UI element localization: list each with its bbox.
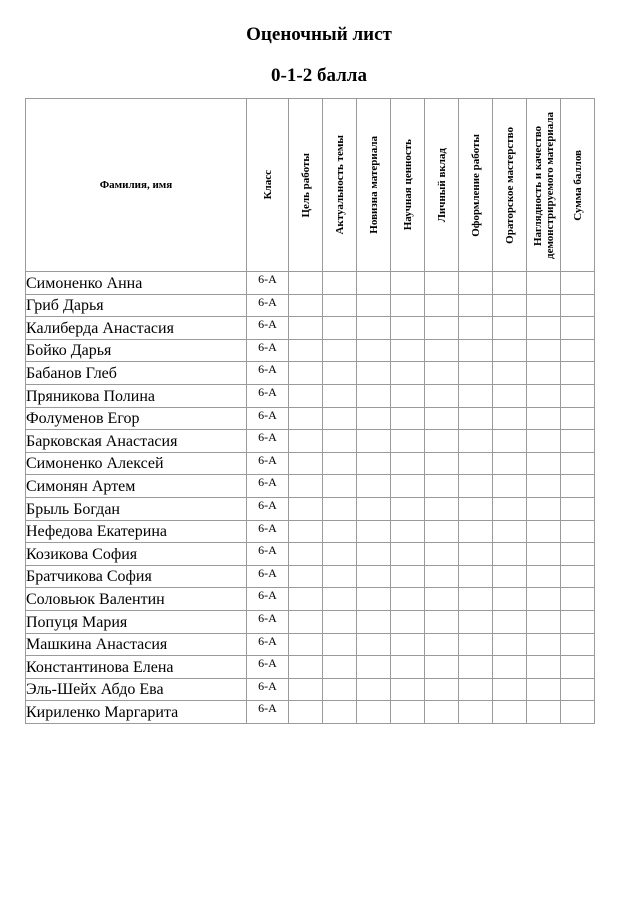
score-cell[interactable] bbox=[425, 475, 459, 498]
student-name: Симоненко Алексей bbox=[26, 452, 247, 475]
score-cell[interactable] bbox=[357, 497, 391, 520]
score-cell[interactable] bbox=[289, 294, 323, 317]
student-class: 6-А bbox=[247, 407, 289, 430]
criterion-column-header bbox=[289, 99, 323, 272]
score-cell[interactable] bbox=[493, 656, 527, 679]
score-cell[interactable] bbox=[459, 339, 493, 362]
score-cell[interactable] bbox=[391, 656, 425, 679]
score-cell[interactable] bbox=[323, 407, 357, 430]
score-cell[interactable] bbox=[289, 430, 323, 453]
table-row bbox=[26, 701, 630, 724]
score-cell[interactable] bbox=[527, 678, 561, 701]
score-cell[interactable] bbox=[357, 339, 391, 362]
score-cell[interactable] bbox=[323, 339, 357, 362]
table-row bbox=[26, 610, 630, 633]
page-subtitle: 0-1-2 балла bbox=[271, 65, 367, 86]
student-name: Эль-Шейх Абдо Ева bbox=[26, 678, 247, 701]
student-name: Калиберда Анастасия bbox=[26, 317, 247, 340]
evaluation-table bbox=[25, 98, 630, 724]
score-cell[interactable] bbox=[459, 656, 493, 679]
student-name: Бойко Дарья bbox=[26, 339, 247, 362]
score-cell[interactable] bbox=[391, 543, 425, 566]
criterion-column-header bbox=[323, 99, 357, 272]
score-cell[interactable] bbox=[391, 272, 425, 295]
criterion-label: Оформление работы bbox=[469, 133, 482, 237]
score-cell[interactable] bbox=[561, 317, 595, 340]
score-cell[interactable] bbox=[357, 520, 391, 543]
score-cell[interactable] bbox=[425, 294, 459, 317]
score-cell[interactable] bbox=[459, 294, 493, 317]
student-class: 6-А bbox=[247, 633, 289, 656]
score-cell[interactable] bbox=[357, 610, 391, 633]
score-cell[interactable] bbox=[323, 384, 357, 407]
student-class: 6-А bbox=[247, 475, 289, 498]
score-cell[interactable] bbox=[289, 362, 323, 385]
score-cell[interactable] bbox=[459, 610, 493, 633]
criterion-column-header bbox=[391, 99, 425, 272]
score-cell[interactable] bbox=[323, 678, 357, 701]
student-class: 6-А bbox=[247, 610, 289, 633]
score-cell[interactable] bbox=[425, 272, 459, 295]
score-cell[interactable] bbox=[323, 701, 357, 724]
table-row bbox=[26, 430, 630, 453]
score-cell[interactable] bbox=[425, 701, 459, 724]
student-class: 6-А bbox=[247, 678, 289, 701]
table-row bbox=[26, 384, 630, 407]
score-cell[interactable] bbox=[391, 497, 425, 520]
score-cell[interactable] bbox=[493, 588, 527, 611]
score-cell[interactable] bbox=[289, 565, 323, 588]
criterion-column-header bbox=[357, 99, 391, 272]
criterion-label: Цель работы bbox=[299, 152, 312, 218]
score-cell[interactable] bbox=[459, 497, 493, 520]
score-cell[interactable] bbox=[289, 272, 323, 295]
table-row bbox=[26, 407, 630, 430]
score-cell[interactable] bbox=[323, 633, 357, 656]
score-cell[interactable] bbox=[425, 543, 459, 566]
score-cell[interactable] bbox=[493, 272, 527, 295]
score-cell[interactable] bbox=[527, 475, 561, 498]
score-cell[interactable] bbox=[493, 452, 527, 475]
student-class: 6-А bbox=[247, 272, 289, 295]
score-cell[interactable] bbox=[391, 294, 425, 317]
class-column-header-label: Класс bbox=[261, 170, 274, 200]
table-row bbox=[26, 272, 630, 295]
score-cell[interactable] bbox=[493, 294, 527, 317]
table-row bbox=[26, 362, 630, 385]
table-row bbox=[26, 520, 630, 543]
score-cell[interactable] bbox=[391, 588, 425, 611]
score-cell[interactable] bbox=[527, 633, 561, 656]
score-cell[interactable] bbox=[323, 588, 357, 611]
score-cell[interactable] bbox=[459, 362, 493, 385]
score-cell[interactable] bbox=[561, 452, 595, 475]
score-cell[interactable] bbox=[561, 520, 595, 543]
table-row bbox=[26, 317, 630, 340]
score-cell[interactable] bbox=[391, 362, 425, 385]
criterion-label: Сумма баллов bbox=[571, 149, 584, 221]
score-cell[interactable] bbox=[391, 317, 425, 340]
score-cell[interactable] bbox=[459, 543, 493, 566]
student-name: Соловьюк Валентин bbox=[26, 588, 247, 611]
score-cell[interactable] bbox=[527, 407, 561, 430]
score-cell[interactable] bbox=[391, 565, 425, 588]
score-cell[interactable] bbox=[527, 565, 561, 588]
table-row bbox=[26, 452, 630, 475]
score-cell[interactable] bbox=[561, 588, 595, 611]
score-cell[interactable] bbox=[357, 475, 391, 498]
score-cell[interactable] bbox=[289, 520, 323, 543]
student-name: Барковская Анастасия bbox=[26, 430, 247, 453]
score-cell[interactable] bbox=[357, 294, 391, 317]
score-cell[interactable] bbox=[561, 633, 595, 656]
student-class: 6-А bbox=[247, 362, 289, 385]
score-cell[interactable] bbox=[493, 384, 527, 407]
score-cell[interactable] bbox=[459, 633, 493, 656]
score-cell[interactable] bbox=[391, 475, 425, 498]
score-cell[interactable] bbox=[527, 656, 561, 679]
student-name: Кириленко Маргарита bbox=[26, 701, 247, 724]
student-class: 6-А bbox=[247, 294, 289, 317]
table-row bbox=[26, 475, 630, 498]
table-row bbox=[26, 497, 630, 520]
score-cell[interactable] bbox=[459, 384, 493, 407]
score-cell[interactable] bbox=[425, 520, 459, 543]
score-cell[interactable] bbox=[561, 678, 595, 701]
criterion-column-header bbox=[527, 99, 561, 272]
score-cell[interactable] bbox=[493, 430, 527, 453]
criterion-label: Научная ценность bbox=[401, 139, 414, 231]
score-cell[interactable] bbox=[527, 339, 561, 362]
score-cell[interactable] bbox=[391, 520, 425, 543]
student-name: Машкина Анастасия bbox=[26, 633, 247, 656]
score-cell[interactable] bbox=[425, 452, 459, 475]
score-cell[interactable] bbox=[493, 317, 527, 340]
score-cell[interactable] bbox=[527, 497, 561, 520]
class-column-header bbox=[247, 99, 289, 272]
score-cell[interactable] bbox=[561, 430, 595, 453]
table-row bbox=[26, 633, 630, 656]
score-cell[interactable] bbox=[459, 678, 493, 701]
score-cell[interactable] bbox=[561, 294, 595, 317]
score-cell[interactable] bbox=[289, 656, 323, 679]
score-cell[interactable] bbox=[527, 543, 561, 566]
student-class: 6-А bbox=[247, 543, 289, 566]
score-cell[interactable] bbox=[323, 543, 357, 566]
score-cell[interactable] bbox=[357, 430, 391, 453]
score-cell[interactable] bbox=[357, 384, 391, 407]
score-cell[interactable] bbox=[561, 497, 595, 520]
score-cell[interactable] bbox=[561, 475, 595, 498]
score-cell[interactable] bbox=[289, 317, 323, 340]
score-cell[interactable] bbox=[425, 633, 459, 656]
score-cell[interactable] bbox=[323, 565, 357, 588]
score-cell[interactable] bbox=[323, 452, 357, 475]
score-cell[interactable] bbox=[493, 362, 527, 385]
score-cell[interactable] bbox=[289, 384, 323, 407]
table-row bbox=[26, 656, 630, 679]
score-cell[interactable] bbox=[425, 610, 459, 633]
score-cell[interactable] bbox=[289, 407, 323, 430]
criterion-column-header bbox=[493, 99, 527, 272]
score-cell[interactable] bbox=[493, 701, 527, 724]
score-cell[interactable] bbox=[391, 610, 425, 633]
score-cell[interactable] bbox=[323, 317, 357, 340]
score-cell[interactable] bbox=[357, 701, 391, 724]
student-name: Нефедова Екатерина bbox=[26, 520, 247, 543]
score-cell[interactable] bbox=[493, 520, 527, 543]
score-cell[interactable] bbox=[323, 430, 357, 453]
score-cell[interactable] bbox=[493, 497, 527, 520]
score-cell[interactable] bbox=[459, 520, 493, 543]
score-cell[interactable] bbox=[357, 272, 391, 295]
score-cell[interactable] bbox=[425, 362, 459, 385]
student-name: Братчикова София bbox=[26, 565, 247, 588]
score-cell[interactable] bbox=[561, 339, 595, 362]
student-name: Козикова София bbox=[26, 543, 247, 566]
score-cell[interactable] bbox=[425, 430, 459, 453]
criterion-label: Новизна материала bbox=[367, 136, 380, 234]
score-cell[interactable] bbox=[323, 475, 357, 498]
score-cell[interactable] bbox=[561, 543, 595, 566]
score-cell[interactable] bbox=[527, 317, 561, 340]
score-cell[interactable] bbox=[357, 678, 391, 701]
score-cell[interactable] bbox=[527, 610, 561, 633]
score-cell[interactable] bbox=[323, 656, 357, 679]
score-cell[interactable] bbox=[493, 678, 527, 701]
score-cell[interactable] bbox=[357, 588, 391, 611]
score-cell[interactable] bbox=[357, 633, 391, 656]
score-cell[interactable] bbox=[561, 656, 595, 679]
score-cell[interactable] bbox=[357, 656, 391, 679]
student-name: Попуця Мария bbox=[26, 610, 247, 633]
student-class: 6-А bbox=[247, 317, 289, 340]
score-cell[interactable] bbox=[289, 452, 323, 475]
score-cell[interactable] bbox=[459, 701, 493, 724]
score-cell[interactable] bbox=[425, 317, 459, 340]
student-class: 6-А bbox=[247, 384, 289, 407]
score-cell[interactable] bbox=[425, 384, 459, 407]
score-cell[interactable] bbox=[493, 633, 527, 656]
criterion-label: Ораторское мастерство bbox=[503, 126, 516, 244]
score-cell[interactable] bbox=[527, 701, 561, 724]
student-class: 6-А bbox=[247, 497, 289, 520]
score-cell[interactable] bbox=[527, 272, 561, 295]
student-name: Пряникова Полина bbox=[26, 384, 247, 407]
score-cell[interactable] bbox=[425, 407, 459, 430]
score-cell[interactable] bbox=[289, 475, 323, 498]
score-cell[interactable] bbox=[527, 588, 561, 611]
score-cell[interactable] bbox=[561, 407, 595, 430]
score-cell[interactable] bbox=[459, 407, 493, 430]
score-cell[interactable] bbox=[561, 384, 595, 407]
score-cell[interactable] bbox=[561, 701, 595, 724]
score-cell[interactable] bbox=[425, 339, 459, 362]
score-cell[interactable] bbox=[425, 678, 459, 701]
student-rows bbox=[26, 272, 630, 724]
score-cell[interactable] bbox=[493, 475, 527, 498]
student-class: 6-А bbox=[247, 701, 289, 724]
score-cell[interactable] bbox=[357, 407, 391, 430]
score-cell[interactable] bbox=[459, 272, 493, 295]
student-class: 6-А bbox=[247, 565, 289, 588]
score-cell[interactable] bbox=[323, 272, 357, 295]
score-cell[interactable] bbox=[527, 520, 561, 543]
score-cell[interactable] bbox=[561, 565, 595, 588]
score-cell[interactable] bbox=[357, 452, 391, 475]
score-cell[interactable] bbox=[357, 317, 391, 340]
table-row bbox=[26, 678, 630, 701]
score-cell[interactable] bbox=[289, 678, 323, 701]
student-name: Гриб Дарья bbox=[26, 294, 247, 317]
score-cell[interactable] bbox=[459, 588, 493, 611]
score-cell[interactable] bbox=[493, 407, 527, 430]
criterion-column-header bbox=[425, 99, 459, 272]
score-cell[interactable] bbox=[459, 475, 493, 498]
student-name: Константинова Елена bbox=[26, 656, 247, 679]
criterion-column-header bbox=[459, 99, 493, 272]
student-name: Брыль Богдан bbox=[26, 497, 247, 520]
student-name: Симоненко Анна bbox=[26, 272, 247, 295]
page-title: Оценочный лист bbox=[246, 24, 392, 45]
criterion-label: Личный вклад bbox=[435, 147, 448, 223]
score-cell[interactable] bbox=[391, 430, 425, 453]
score-cell[interactable] bbox=[459, 452, 493, 475]
score-cell[interactable] bbox=[527, 452, 561, 475]
score-cell[interactable] bbox=[425, 656, 459, 679]
score-cell[interactable] bbox=[493, 339, 527, 362]
student-name: Бабанов Глеб bbox=[26, 362, 247, 385]
score-cell[interactable] bbox=[289, 588, 323, 611]
score-cell[interactable] bbox=[289, 543, 323, 566]
score-cell[interactable] bbox=[493, 565, 527, 588]
score-cell[interactable] bbox=[459, 430, 493, 453]
score-cell[interactable] bbox=[527, 384, 561, 407]
score-cell[interactable] bbox=[323, 520, 357, 543]
score-cell[interactable] bbox=[493, 543, 527, 566]
score-cell[interactable] bbox=[561, 272, 595, 295]
score-cell[interactable] bbox=[357, 543, 391, 566]
criterion-label: Наглядность и качество демонстрируемого материала bbox=[531, 111, 556, 259]
score-cell[interactable] bbox=[289, 339, 323, 362]
score-cell[interactable] bbox=[527, 294, 561, 317]
score-cell[interactable] bbox=[391, 339, 425, 362]
table-row bbox=[26, 294, 630, 317]
score-cell[interactable] bbox=[323, 362, 357, 385]
student-class: 6-А bbox=[247, 452, 289, 475]
student-class: 6-А bbox=[247, 656, 289, 679]
score-cell[interactable] bbox=[391, 452, 425, 475]
student-name: Симонян Артем bbox=[26, 475, 247, 498]
score-cell[interactable] bbox=[425, 588, 459, 611]
score-cell[interactable] bbox=[425, 565, 459, 588]
score-cell[interactable] bbox=[425, 497, 459, 520]
score-cell[interactable] bbox=[527, 362, 561, 385]
score-cell[interactable] bbox=[289, 610, 323, 633]
score-cell[interactable] bbox=[323, 497, 357, 520]
student-class: 6-А bbox=[247, 339, 289, 362]
student-name: Фолуменов Егор bbox=[26, 407, 247, 430]
table-row bbox=[26, 339, 630, 362]
student-class: 6-А bbox=[247, 520, 289, 543]
score-cell[interactable] bbox=[391, 678, 425, 701]
score-cell[interactable] bbox=[459, 565, 493, 588]
score-cell[interactable] bbox=[561, 610, 595, 633]
score-cell[interactable] bbox=[323, 294, 357, 317]
score-cell[interactable] bbox=[561, 362, 595, 385]
score-cell[interactable] bbox=[323, 610, 357, 633]
score-cell[interactable] bbox=[357, 565, 391, 588]
criterion-column-header bbox=[561, 99, 595, 272]
header-row bbox=[26, 99, 630, 272]
score-cell[interactable] bbox=[289, 633, 323, 656]
score-cell[interactable] bbox=[289, 701, 323, 724]
score-cell[interactable] bbox=[391, 407, 425, 430]
score-cell[interactable] bbox=[391, 701, 425, 724]
student-class: 6-А bbox=[247, 588, 289, 611]
score-cell[interactable] bbox=[357, 362, 391, 385]
table-row bbox=[26, 565, 630, 588]
score-cell[interactable] bbox=[289, 497, 323, 520]
score-cell[interactable] bbox=[459, 317, 493, 340]
table-row bbox=[26, 543, 630, 566]
name-column-header: Фамилия, имя bbox=[26, 99, 247, 272]
student-class: 6-А bbox=[247, 430, 289, 453]
score-cell[interactable] bbox=[391, 384, 425, 407]
score-cell[interactable] bbox=[391, 633, 425, 656]
score-cell[interactable] bbox=[527, 430, 561, 453]
table-row bbox=[26, 588, 630, 611]
criterion-label: Актуальность темы bbox=[333, 135, 346, 235]
score-cell[interactable] bbox=[493, 610, 527, 633]
